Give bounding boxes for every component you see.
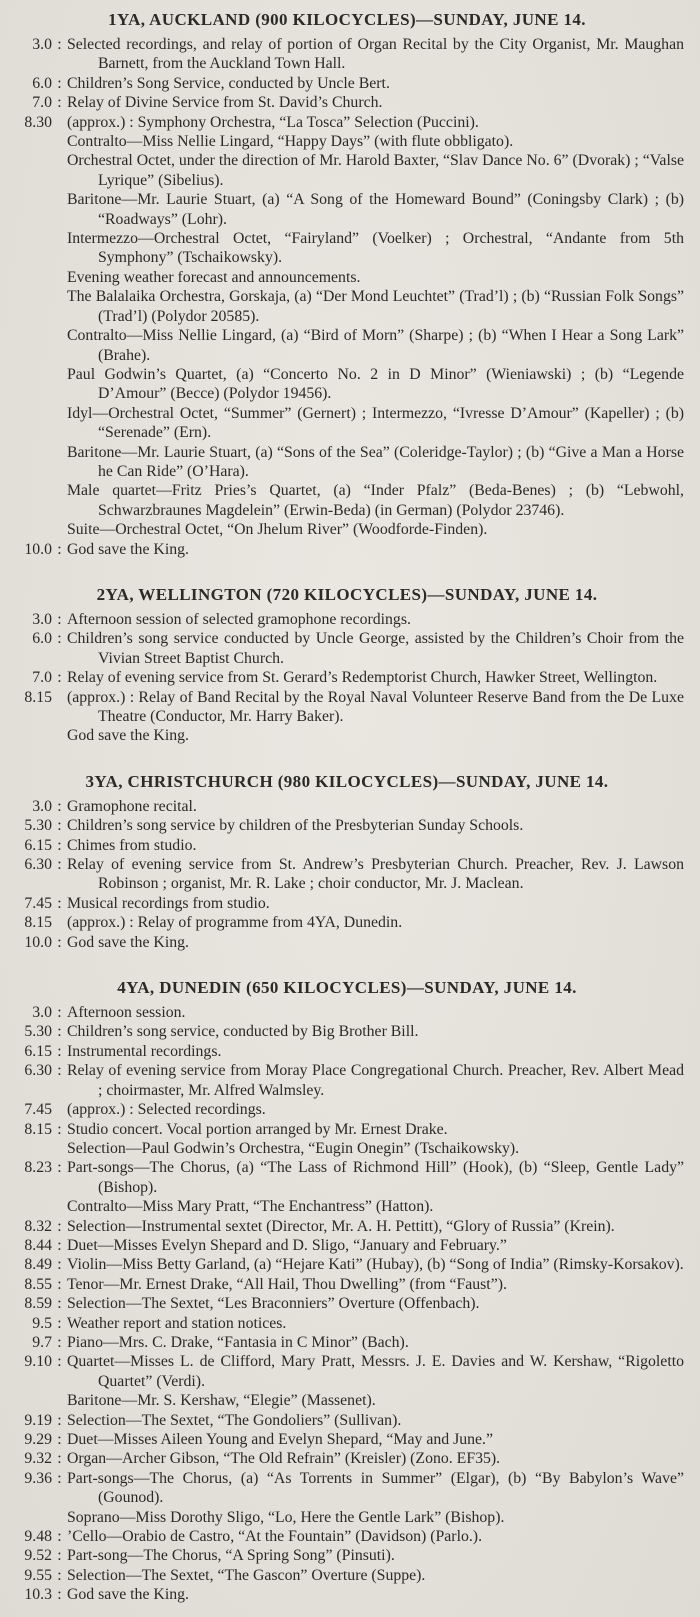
entry-separator: :: [57, 540, 62, 558]
schedule-entry: [8, 1430, 686, 1449]
entry-text: Contralto—Miss Nellie Lingard, “Happy Days” (with flute obbligato).: [67, 133, 514, 151]
entry-separator: :: [57, 1120, 62, 1138]
entry-text: (approx.) : Selected recordings.: [67, 1101, 266, 1119]
entry-text: Afternoon session of selected gramophone recordings.: [67, 610, 411, 628]
entry-text: Afternoon session.: [67, 1004, 186, 1022]
entry-time: 8.15: [24, 1120, 52, 1138]
schedule-entry: [8, 1585, 686, 1604]
entry-time: 10.0: [24, 933, 52, 951]
entry-time: 3.0: [32, 1004, 52, 1022]
entry-time: 8.55: [24, 1275, 52, 1293]
entry-text: (approx.) : Symphony Orchestra, “La Tosca” Selection (Puccini).: [67, 113, 479, 131]
station-header: 3YA, CHRISTCHURCH (980 KILOCYCLES)—SUNDAY, JUNE 14.: [85, 771, 609, 791]
entry-text: Piano—Mrs. C. Drake, “Fantasia in C Minor” (Bach).: [67, 1333, 409, 1351]
entry-time: 9.36: [24, 1469, 52, 1487]
entry-time: 3.0: [32, 610, 52, 628]
schedule-entry: [8, 1236, 686, 1255]
entry-text: Instrumental recordings.: [67, 1042, 222, 1060]
schedule-entry: [8, 913, 686, 932]
entry-separator: :: [57, 1566, 62, 1584]
entry-text: God save the King.: [67, 727, 189, 745]
entry-text: Selection—The Sextet, “The Gondoliers” (Sullivan).: [67, 1411, 402, 1429]
entry-separator: :: [57, 836, 62, 854]
entry-time: 7.0: [32, 669, 52, 687]
entry-separator: :: [57, 1042, 62, 1060]
schedule-entry: [8, 151, 686, 190]
entry-time: 9.5: [32, 1314, 52, 1332]
entry-separator: :: [57, 1236, 62, 1254]
entry-text: Tenor—Mr. Ernest Drake, “All Hail, Thou Dwelling” (from “Faust”).: [67, 1275, 507, 1293]
schedule-entry: [8, 540, 686, 559]
station-section: [8, 977, 686, 1605]
schedule-entry: [8, 816, 686, 835]
entry-separator: :: [57, 36, 62, 53]
schedule-entry: [8, 1003, 686, 1022]
station-section: [8, 584, 686, 746]
entry-text: Male quartet—Fritz Pries’s Quartet, (a) “Inder Pfalz” (Beda-Benes) ; (b) “Lebwohl, Schwarzbraunes Magdelein” (Erwin-Beda) (in German) (Polydor 23746).: [67, 482, 684, 519]
entry-separator: :: [57, 856, 62, 874]
entry-time: 6.30: [24, 856, 52, 874]
schedule-entry: [8, 1158, 686, 1197]
schedule-entry: [8, 668, 686, 687]
entry-text: Baritone—Mr. Laurie Stuart, (a) “Sons of the Sea” (Coleridge-Taylor) ; (b) “Give a Man a Horse he Can Ride” (O’Hara).: [67, 443, 684, 480]
schedule-entry: [8, 365, 686, 404]
entry-separator: :: [57, 797, 62, 815]
entry-text: Relay of evening service from Moray Place Congregational Church. Preacher, Rev. Albert Mead ; choirmaster, Mr. Alfred Walmsley.: [67, 1062, 684, 1099]
entry-time: 9.10: [24, 1353, 52, 1371]
entry-text: The Balalaika Orchestra, Gorskaja, (a) “Der Mond Leuchtet” (Trad’l) ; (b) “Russian Folk Songs” (Trad’l) (Polydor 20585).: [67, 288, 684, 325]
entry-text: Relay of Divine Service from St. David’s Church.: [67, 94, 383, 112]
schedule-entry: [8, 74, 686, 93]
schedule-entry: [8, 132, 686, 151]
schedule-entry: [8, 1275, 686, 1294]
entry-separator: :: [57, 1217, 62, 1235]
schedule-entry: [8, 93, 686, 112]
station-entries: [8, 35, 686, 559]
entry-text: Baritone—Mr. S. Kershaw, “Elegie” (Massenet).: [67, 1392, 376, 1410]
schedule-entry: [8, 1449, 686, 1468]
station-entries: [8, 797, 686, 952]
entry-separator: :: [57, 1023, 62, 1041]
station-header: 2YA, WELLINGTON (720 KILOCYCLES)—SUNDAY, JUNE 14.: [96, 584, 598, 604]
schedule-entry: [8, 268, 686, 287]
entry-text: Children’s Song Service, conducted by Uncle Bert.: [67, 74, 390, 92]
entry-separator: :: [57, 817, 62, 835]
schedule-entry: [8, 933, 686, 952]
entry-text: Evening weather forecast and announcements.: [67, 268, 361, 286]
schedule-entry: [8, 1139, 686, 1158]
entry-time: 9.48: [24, 1528, 52, 1546]
entry-separator: :: [57, 669, 62, 687]
entry-text: Duet—Misses Evelyn Shepard and D. Sligo, “January and February.”: [67, 1236, 507, 1254]
entry-separator: :: [57, 1333, 62, 1351]
schedule-entry: [8, 326, 686, 365]
station-entries: [8, 1003, 686, 1605]
schedule-entry: [8, 1508, 686, 1527]
schedule-entry: [8, 1546, 686, 1565]
schedule-entry: [8, 726, 686, 745]
entry-separator: :: [57, 74, 62, 92]
entry-time: 8.49: [24, 1256, 52, 1274]
entry-time: 7.45: [24, 1101, 52, 1119]
schedule-entry: [8, 35, 686, 74]
entry-separator: :: [57, 1353, 62, 1371]
entry-text: Musical recordings from studio.: [67, 894, 270, 912]
schedule-entry: [8, 1217, 686, 1236]
entry-text: Orchestral Octet, under the direction of Mr. Harold Baxter, “Slav Dance No. 6” (Dvorak) ; “Valse Lyrique” (Sibelius).: [67, 152, 684, 189]
entry-separator: :: [57, 1256, 62, 1274]
entry-text: Selection—Paul Godwin’s Orchestra, “Eugin Onegin” (Tschaikowsky).: [67, 1139, 520, 1157]
entry-time: 3.0: [32, 797, 52, 815]
entry-time: 8.30: [24, 113, 52, 131]
schedule-entry: [8, 287, 686, 326]
entry-separator: :: [57, 94, 62, 112]
entry-text: Selection—The Sextet, “The Gascon” Overture (Suppe).: [67, 1566, 426, 1584]
entry-separator: :: [57, 1431, 62, 1448]
schedule-entry: [8, 855, 686, 894]
schedule-entry: [8, 443, 686, 482]
entry-time: 9.19: [24, 1411, 52, 1429]
schedule-entry: [8, 1566, 686, 1585]
entry-text: Selected recordings, and relay of portion of Organ Recital by the City Organist, Mr. Maughan Barnett, from the Auckland Town Hall.: [67, 36, 684, 73]
entry-text: Gramophone recital.: [67, 797, 197, 815]
schedule-entry: [8, 1314, 686, 1333]
schedule-entry: [8, 1391, 686, 1410]
entry-time: 10.3: [24, 1586, 52, 1604]
entry-text: Idyl—Orchestral Octet, “Summer” (Gernert) ; Intermezzo, “Ivresse D’Amour” (Kapeller) ; (b) “Serenade” (Ern).: [67, 404, 684, 442]
entry-separator: :: [57, 1528, 62, 1546]
entry-time: 10.0: [24, 540, 52, 558]
entry-time: 9.52: [24, 1547, 52, 1565]
entry-text: Contralto—Miss Mary Pratt, “The Enchantress” (Hatton).: [67, 1198, 434, 1216]
entry-text: Weather report and station notices.: [67, 1314, 287, 1332]
schedule-entry: [8, 1042, 686, 1061]
entry-separator: :: [57, 1547, 62, 1565]
schedule-entry: [8, 520, 686, 539]
entry-separator: :: [57, 630, 62, 648]
entry-text: Contralto—Miss Nellie Lingard, (a) “Bird of Morn” (Sharpe) ; (b) “When I Hear a Song Lark” (Brahe).: [67, 327, 684, 364]
schedule-entry: [8, 1255, 686, 1274]
schedule-entry: [8, 1061, 686, 1100]
entry-separator: :: [57, 1314, 62, 1332]
entry-text: Chimes from studio.: [67, 836, 197, 854]
entry-text: Duet—Misses Aileen Young and Evelyn Shepard, “May and June.”: [67, 1431, 494, 1448]
entry-text: Relay of evening service from St. Gerard’s Redemptorist Church, Hawker Street, Wellington.: [67, 669, 658, 687]
entry-separator: :: [57, 1450, 62, 1468]
entry-time: 9.55: [24, 1566, 52, 1584]
stations-container: [8, 9, 686, 1605]
entry-text: Violin—Miss Betty Garland, (a) “Hejare Kati” (Hubay), (b) “Song of India” (Rimsky-Korsakov).: [67, 1256, 684, 1274]
entry-text: Part-song—The Chorus, “A Spring Song” (Pinsuti).: [67, 1547, 395, 1565]
entry-time: 3.0: [32, 36, 52, 53]
entry-time: 6.0: [32, 630, 52, 648]
entry-time: 8.15: [24, 688, 52, 706]
schedule-entry: [8, 1333, 686, 1352]
entry-separator: :: [57, 1411, 62, 1429]
entry-text: God save the King.: [67, 933, 189, 951]
schedule-entry: [8, 1411, 686, 1430]
entry-text: Part-songs—The Chorus, (a) “The Lass of Richmond Hill” (Hook), (b) “Sleep, Gentle Lady” (Bishop).: [67, 1159, 684, 1196]
schedule-entry: [8, 1022, 686, 1041]
schedule-entry: [8, 688, 686, 727]
entry-text: ’Cello—Orabio de Castro, “At the Fountain” (Davidson) (Parlo.).: [67, 1528, 483, 1546]
entry-separator: :: [57, 894, 62, 912]
entry-text: (approx.) : Relay of Band Recital by the Royal Naval Volunteer Reserve Band from the De Luxe Theatre (Conductor, Mr. Harry Baker).: [67, 688, 684, 725]
entry-separator: :: [57, 1159, 62, 1177]
entry-separator: :: [57, 1275, 62, 1293]
entry-text: Selection—Instrumental sextet (Director, Mr. A. H. Pettitt), “Glory of Russia” (Krein).: [67, 1217, 615, 1235]
entry-text: (approx.) : Relay of programme from 4YA, Dunedin.: [67, 914, 403, 932]
entry-separator: :: [57, 1586, 62, 1604]
entry-time: 6.15: [24, 1042, 52, 1060]
entry-text: Soprano—Miss Dorothy Sligo, “Lo, Here the Gentle Lark” (Bishop).: [67, 1508, 505, 1526]
schedule-entry: [8, 481, 686, 520]
entry-text: Suite—Orchestral Octet, “On Jhelum River” (Woodforde-Finden).: [67, 521, 488, 539]
entry-text: Part-songs—The Chorus, (a) “As Torrents in Summer” (Elgar), (b) “By Babylon’s Wave” (Gounod).: [67, 1469, 684, 1507]
entry-text: Intermezzo—Orchestral Octet, “Fairyland” (Voelker) ; Orchestral, “Andante from 5th Symphony” (Tschaikowsky).: [67, 230, 684, 267]
station-section: [8, 9, 686, 559]
schedule-entry: [8, 404, 686, 443]
entry-text: Relay of evening service from St. Andrew’s Presbyterian Church. Preacher, Rev. J. Lawson Robinson ; organist, Mr. R. Lake ; choir conductor, Mr. J. Maclean.: [67, 856, 684, 893]
schedule-entry: [8, 1197, 686, 1216]
schedule-entry: [8, 1352, 686, 1391]
schedule-entry: [8, 1469, 686, 1508]
schedule-entry: [8, 836, 686, 855]
entry-separator: :: [57, 1295, 62, 1313]
entry-time: 8.15: [24, 914, 52, 932]
entry-time: 7.45: [24, 894, 52, 912]
station-header: 4YA, DUNEDIN (650 KILOCYCLES)—SUNDAY, JUNE 14.: [117, 978, 577, 998]
entry-time: 5.30: [24, 1023, 52, 1041]
schedule-entry: [8, 1294, 686, 1313]
entry-text: Selection—The Sextet, “Les Braconniers” Overture (Offenbach).: [67, 1295, 480, 1313]
entry-time: 8.23: [24, 1159, 52, 1177]
entry-text: Studio concert. Vocal portion arranged by Mr. Ernest Drake.: [67, 1120, 448, 1138]
entry-time: 6.15: [24, 836, 52, 854]
schedule-entry: [8, 1100, 686, 1119]
schedule-entry: [8, 894, 686, 913]
schedule-entry: [8, 1120, 686, 1139]
entry-time: 9.29: [24, 1431, 52, 1448]
schedule-entry: [8, 797, 686, 816]
entry-time: 6.30: [24, 1062, 52, 1080]
entry-text: Children’s song service by children of the Presbyterian Sunday Schools.: [67, 817, 524, 835]
entry-time: 5.30: [24, 817, 52, 835]
schedule-entry: [8, 1527, 686, 1546]
entry-time: 9.32: [24, 1450, 52, 1468]
entry-separator: :: [57, 1469, 62, 1487]
entry-time: 8.32: [24, 1217, 52, 1235]
entry-text: Quartet—Misses L. de Clifford, Mary Pratt, Messrs. J. E. Davies and W. Kershaw, “Rigoletto Quartet” (Verdi).: [67, 1353, 684, 1390]
entry-time: 7.0: [32, 94, 52, 112]
schedule-entry: [8, 190, 686, 229]
entry-text: Paul Godwin’s Quartet, (a) “Concerto No. 2 in D Minor” (Wieniawski) ; (b) “Legende D’Amour” (Becce) (Polydor 19456).: [67, 365, 684, 403]
entry-text: Baritone—Mr. Laurie Stuart, (a) “A Song of the Homeward Bound” (Coningsby Clark) ; (b) “Roadways” (Lohr).: [67, 191, 684, 228]
entry-time: 8.59: [24, 1295, 52, 1313]
entry-separator: :: [57, 933, 62, 951]
entry-text: Organ—Archer Gibson, “The Old Refrain” (Kreisler) (Zono. EF35).: [67, 1450, 501, 1468]
station-header: 1YA, AUCKLAND (900 KILOCYCLES)—SUNDAY, JUNE 14.: [108, 10, 586, 29]
entry-separator: :: [57, 610, 62, 628]
entry-separator: :: [57, 1004, 62, 1022]
entry-text: Children’s song service conducted by Uncle George, assisted by the Children’s Choir from the Vivian Street Baptist Church.: [67, 630, 684, 667]
entry-text: God save the King.: [67, 1586, 189, 1604]
entry-time: 8.44: [24, 1236, 52, 1254]
schedule-entry: [8, 229, 686, 268]
schedule-entry: [8, 629, 686, 668]
entry-separator: :: [57, 1062, 62, 1080]
station-section: [8, 771, 686, 952]
entry-time: 6.0: [32, 74, 52, 92]
schedule-entry: [8, 113, 686, 132]
station-entries: [8, 610, 686, 746]
entry-text: God save the King.: [67, 540, 189, 558]
entry-time: 9.7: [32, 1333, 52, 1351]
entry-text: Children’s song service, conducted by Big Brother Bill.: [67, 1023, 419, 1041]
schedule-entry: [8, 610, 686, 629]
